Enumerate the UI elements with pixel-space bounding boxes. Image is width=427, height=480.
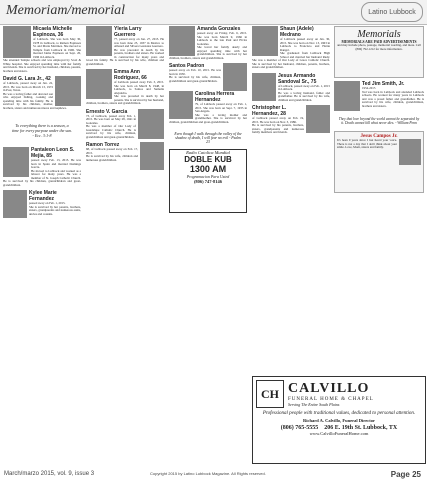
obituary-amanda: Amanda Gonzales passed away on Friday, Feb. 6, 2015. She was born March 9, 1966 in Lubbock to the late Paul and Elvira Gonzales. She loved her family dearly and enjoyed spending time with her grandchildren. She is survived by her children, brothers, sisters and grandchildren. [169,26,247,60]
magazine-logo: Latino Lubbock [361,2,423,22]
portrait-photo [399,139,421,165]
obituary-christopher: Christopher L. Hernandez, 28 of Lubbock passed away on Feb. 19, 2015. He was born on Nov. 3, 1986. He is survived by his parents, brothers, sisters, grandparents and numerous family members and friends. [252,105,330,135]
portrait-photo [86,69,112,99]
portrait-photo [306,105,330,133]
portrait-photo [138,109,164,139]
radio-ad: Radio Catolica Mundial DOBLE KUB 1300 AM Programacion Para Usted (806) 747-8146 [169,149,247,213]
portrait-photo [86,26,112,56]
column-1 [3,26,81,219]
quote-box-right: They that love beyond the world cannot be separated by it. Death cannot kill what never dies. - William Penn [338,117,420,125]
obituary-jesus-sandoval: Jesus Armando Sandoval Sr., 75 of Lubbock, passed away on Feb. 1, 2015 in Lubbock. He was a loving husband, father and grandfather. He is survived by his wife, children and grandchildren. [252,73,330,103]
obituary-kylee: Kylee Marie Fernandez passed away on Feb. 1, 2015. She is survived by her parents, brothers, sisters, grandparents and numerous aunts, uncles and cousins. [3,190,81,216]
column-5 [334,26,424,193]
page-footer: March/marzo 2015, vol. 9, issue 3 Copyright 2015 by Latino Lubbock Magazine. All Rights reserved. Page 25 [4,470,421,479]
page-header [0,0,427,25]
portrait-photo [169,26,195,56]
jesus-campos-box: Jesus Campos Jr. It's been 9 years since I last heard your voice. There is not a day that I don't think about your smile. Love, Mom, sisters and family. [334,131,424,193]
portrait-photo [252,26,278,56]
portrait-photo [140,142,164,170]
portrait-photo [3,26,31,58]
column-2 [86,26,164,170]
obituary-emma: Emma Ann Rodriguez, 66 of Lubbock passed away Feb. 3, 2015. She was born on March 8, 1948, in Lubbock, to Santos and Sumalia Alejandro. She was preceded in death by her parents. She is survived by her husband, children, brothers, sisters and grandchildren. [86,69,164,105]
quote-box-middle: Even though I walk through the valley of the shadow of death, I will fear no evil - Psalm 23 [174,132,242,144]
obituary-pantaleon: Pantaleon Leon S. Mejia, 85 passed away Feb. 13, 2015. He was born in Spain and married Dominga Garcia. He moved to Lubbock and worked as a laborer for many years. He was a member of St. Joseph Catholic Church. He is survived by his children, grandchildren and great-grandchildren. [3,147,81,187]
page-title: Memoriam/memorial [6,3,125,18]
quote-box-left: To everything there is a season, a time for every purpose under the sun. - Ecc. 3:1-8 [12,122,72,138]
calvillo-ad: CH CALVILLO FUNERAL HOME & CHAPEL Serving The Entire South Plains Professional people with traditional values, dedicated to personal attention. Richard A. Calvillo, Funeral Director (806) 765-5555 206 E. 19th St. Lubbock, TX www.CalvilloFuneralHome.com [252,376,426,464]
obituary-carolina: Carolina Herrera Hernandez 79, of Lubbock passed away on Feb. 1, 2015. She was born on Sept. 7, 1935 in San Angelo. She was a loving mother and grandmother. She is survived by her children, grandchildren and great-grandchildren. [169,91,247,124]
obituary-ramon: Ramon Torrez 68, of Lubbock passed away on Feb. 17, 2015. He is survived by his wife, children and numerous grandchildren. [86,142,164,162]
obituary-ted: Ted Jim Smith, Jr. 1954-2015 Ted was born in Lubbock and attended Lubbock schools. He worked for many years in Lubbock and was a proud father and grandfather. He is survived by his wife, children, grandchildren, brothers and sisters. [334,81,424,108]
column-4 [252,26,330,138]
column-3 [169,26,247,213]
portrait-photo [169,91,193,119]
obituary-santos: Santos Padron passed away on Feb. 10, 2015. He was born in 1930. He is survived by his wife, children, grandchildren and great-grandchildren. [169,63,247,83]
monogram-logo: CH [256,380,284,408]
portrait-photo [223,63,247,91]
portrait-photo [334,81,360,111]
portrait-photo [3,190,27,218]
portrait-photo [55,76,81,106]
obituary-micaela: Micaela Michelle Espinoza, 36 of Lubbock. She was born May 30, 1978 in Lubbock, to Ramon Espinoza Sr. and Maria Martinez. She moved to Temple from Lubbock in 1996. She married Jaime Espinoza on Sept. 20, 1996 in Lubbock. She attended Temple schools and was employed by Scott & White hospital. She enjoyed spending time with her family and friends. She is survived by her husband, children, parents, brothers and sisters. [3,26,81,73]
obituary-ernesto: Ernesto V. Garcia 73, of Lubbock, passed away Feb. 1, 2015. He was born on May 28, 1941 in Gonzales. He was a member of Our Lady of Guadalupe Catholic Church. He is survived by his wife, children, grandchildren and great-grandchildren. [86,109,164,140]
portrait-photo [252,73,276,101]
memorials-box: Memorials MEMORIALS ARE PAID ADVERTISEMENTS and may include photo, passage, memorial wording, and more. Call (806) 792-1212 for more information. [334,26,424,78]
obituary-shaun: Shaun (Adele) Medrano of Lubbock passed away on Jan. 30, 2015. She was born on Nov. 13, 1963 in Lubbock to Francisco and Hattie Rangel. She graduated from Lubbock High School and married her husband Rudy. She was a member of Our Lady of Grace Catholic Church. She is survived by her husband, children, parents, brothers, sisters and grandchildren. [252,26,330,69]
obituary-yleria: Yleria Larry Guerrero 77, passed away on Jan. 27, 2015. He was born June 25, 1937 in Mexico to Albeard and Silvera Gonzales Guerrero. He was preceded in death by his parents, brothers and sisters. He worked in construction for many years and loved his family. He is survived by his wife, children and grandchildren. [86,26,164,66]
obituary-david: David G. Lara Jr., 42 of Lubbock, passed away on Jan. 22, 2015. He was born on March 13, 1972 in Post, Texas. He was a loving father and devoted son who enjoyed fishing, cooking and spending time with his family. He is survived by his children, mother, brothers, sisters and numerous nieces and nephews. [3,76,81,110]
portrait-photo [3,147,29,177]
